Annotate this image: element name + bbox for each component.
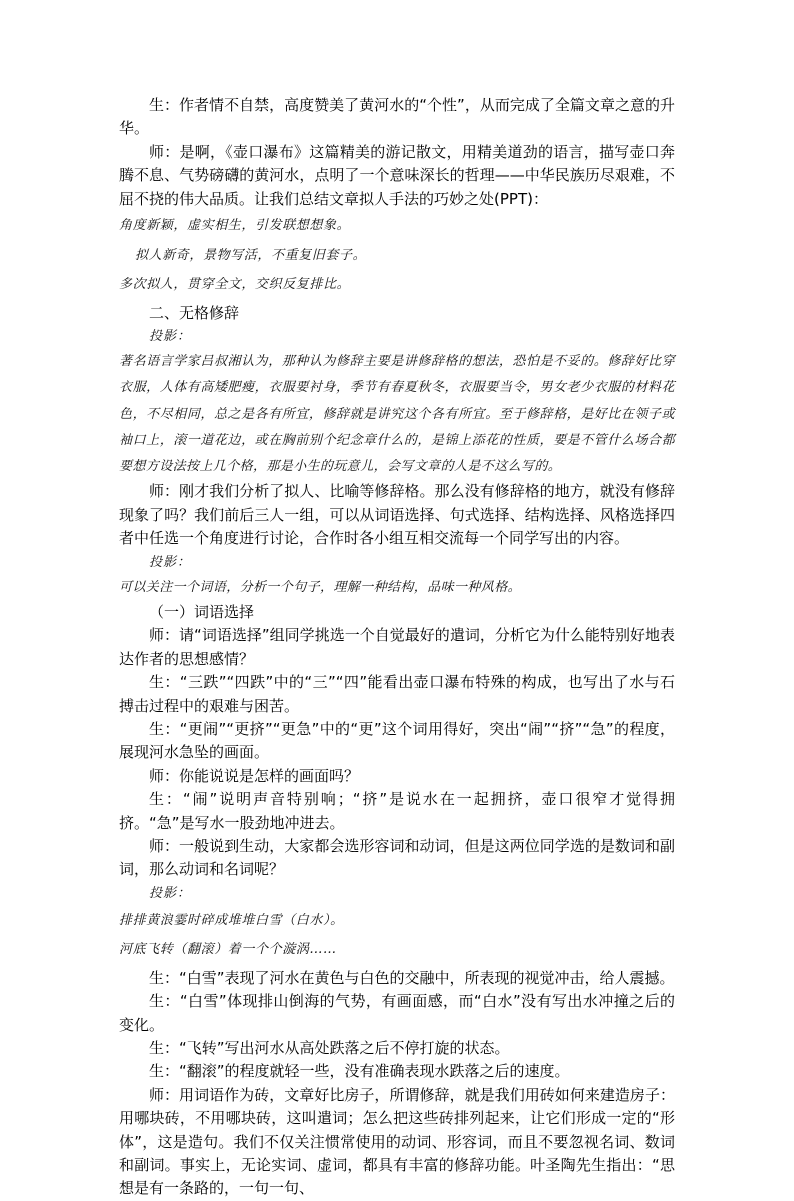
projection-quote-lv-shuxiang: 著名语言学家吕叔湘认为，那种认为修辞主要是讲修辞格的想法，恐怕是不妥的。修辞好比穿衣服，人体有高矮肥瘦，衣服要衬身，季节有春夏秋冬，衣服要当令，男女老少衣服的材料花色，不尽相同，总之是各有所宜，修辞就是讲究这个各有所宜。至于修辞格，是好比在领子或袖口上，滚一道花边，或在胸前别个纪念章什么的，是锦上添花的性质，要是不管什么场合都要想方设法按上几个格，那是小生的玩意儿，会写文章的人是不这么写的。	[119, 353, 675, 475]
projection-sentence-1: 排排黄浪霎时碎成堆堆白雪（白水）。	[119, 912, 344, 928]
student-answer-paragraph: 生：“飞转”写出河水从高处跌落之后不停打旋的状态。	[149, 1039, 510, 1058]
teacher-conclusion-paragraph: 师：用词语作为砖，文章好比房子，所谓修辞，就是我们用砖如何来建造房子：用哪块砖，不用哪块砖，这叫遣词；怎么把这些砖排列起来，让它们形成一定的“形体”，这是造句。我们不仅关注惯常使用的动词、形容词，而且不要忽视名词、数词和副词。事实上，无论实词、虚词，都具有丰富的修辞功能。叶圣陶先生指出：“思想是有一条路的，一句一句、	[119, 1085, 675, 1198]
teacher-question-paragraph: 师：你能说说是怎样的画面吗？	[149, 766, 360, 785]
ppt-point-2: 拟人新奇，景物写活，不重复旧套子。	[135, 247, 367, 263]
document-body	[119, 94, 675, 1201]
student-answer-paragraph: 生：“白雪”表现了河水在黄色与白色的交融中，所表现的视觉冲击，给人震撼。	[149, 968, 675, 987]
student-answer-paragraph: 生：“闹”说明声音特别响；“挤”是说水在一起拥挤，壶口很窄才觉得拥挤。“急”是写水一股劲地冲进去。	[119, 790, 675, 832]
ppt-point-3: 多次拟人，贯穿全文，交织反复排比。	[119, 277, 351, 293]
projection-label: 投影：	[149, 328, 192, 344]
teacher-comment-paragraph: 师：一般说到生动，大家都会选形容词和动词，但是这两位同学选的是数词和副词，那么动词和名词呢？	[119, 837, 675, 879]
student-answer-paragraph: 生：“更闹”“更挤”“更急”中的“更”这个词用得好，突出“闹”“挤”“急”的程度，展现河水急坠的画面。	[119, 719, 675, 762]
teacher-summary-paragraph: 师：是啊，《壶口瀑布》这篇精美的游记散文，用精美道劲的语言，描写壶口奔腾不息、气势磅礴的黄河水，点明了一个意味深长的哲理——中华民族历尽艰难，不屈不挠的伟大品质。让我们总结文章拟人手法的巧妙之处(PPT)：	[119, 142, 675, 208]
projection-label: 投影：	[149, 885, 192, 901]
section-heading-no-figure-rhetoric: 二、无格修辞	[149, 303, 240, 322]
student-answer-paragraph: 生：“翻滚”的程度就轻一些，没有准确表现水跌落之后的速度。	[149, 1062, 570, 1081]
projection-instruction: 可以关注一个词语，分析一个句子，理解一种结构，品味一种风格。	[119, 579, 522, 595]
projection-label: 投影：	[149, 554, 192, 570]
subsection-heading-word-choice: （一）词语选择	[149, 602, 255, 621]
ppt-point-1: 角度新颖，虚实相生，引发联想想象。	[119, 218, 351, 234]
student-answer-paragraph: 生：“三跌”“四跌”中的“三”“四”能看出壶口瀑布特殊的构成，也写出了水与石搏击过程中的艰难与困苦。	[119, 673, 675, 715]
teacher-discussion-paragraph: 师：刚才我们分析了拟人、比喻等修辞格。那么没有修辞格的地方，就没有修辞现象了吗？我们前后三人一组，可以从词语选择、句式选择、结构选择、风格选择四者中任选一个角度进行讨论，合作时各小组互相交流每一个同学写出的内容。	[119, 482, 675, 548]
student-reply-paragraph: 生：作者情不自禁，高度赞美了黄河水的“个性”，从而完成了全篇文章之意的升华。	[119, 96, 675, 138]
student-answer-paragraph: 生：“白雪”体现排山倒海的气势，有画面感，而“白水”没有写出水冲撞之后的变化。	[119, 992, 675, 1034]
teacher-question-paragraph: 师：请“词语选择”组同学挑选一个自觉最好的遣词，分析它为什么能特别好地表达作者的思想感情？	[119, 626, 675, 668]
projection-sentence-2: 河底飞转（翻滚）着一个个漩涡……	[119, 942, 337, 958]
